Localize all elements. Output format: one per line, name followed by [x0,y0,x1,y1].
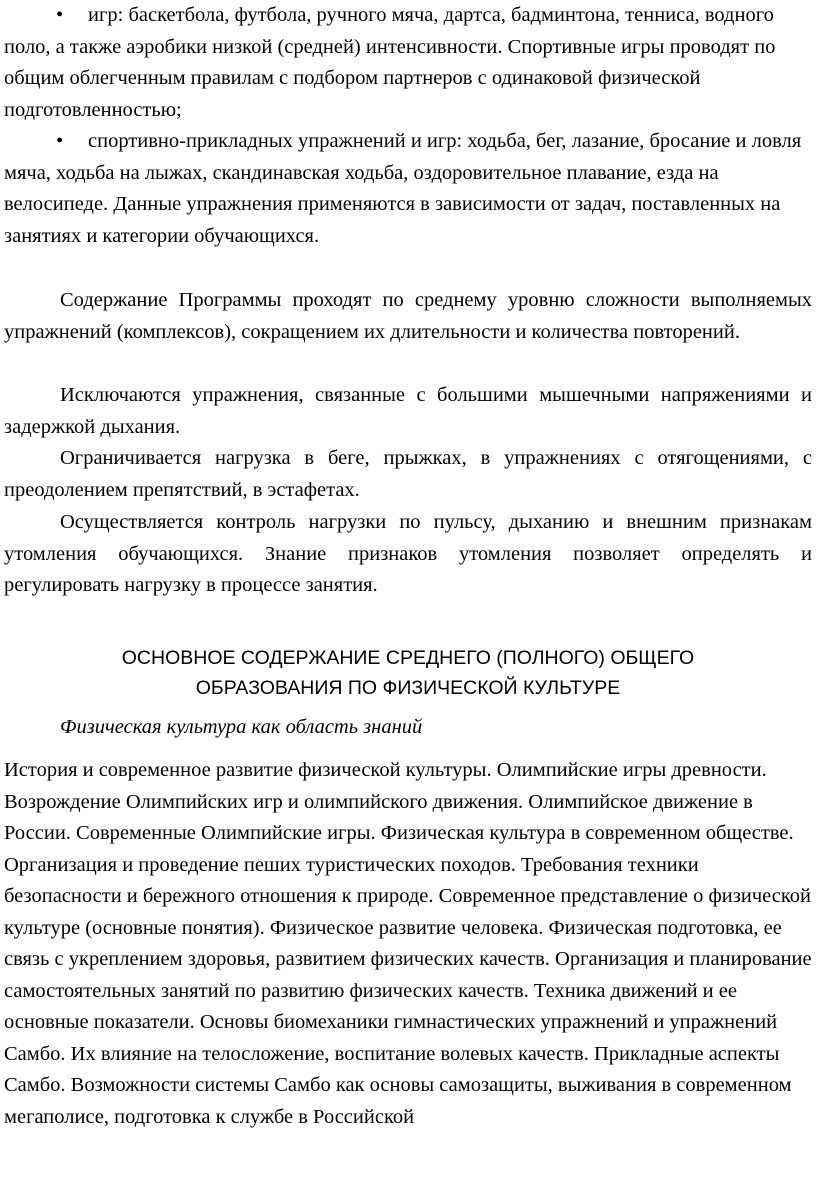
paragraph-text: Содержание Программы проходят по среднему уровню сложности выполняемых упражнений (комплексов), сокращением их длительности и количества повторений. [4,289,812,343]
paragraph-text: Ограничивается нагрузка в беге, прыжках, в упражнениях с отягощениями, с преодолением препятствий, в эстафетах. [4,447,812,501]
bullet-item-games [4,0,812,126]
section-heading-line-1: ОСНОВНОЕ СОДЕРЖАНИЕ СРЕДНЕГО (ПОЛНОГО) ОБЩЕГО [121,647,695,669]
paragraph-program-content [4,285,812,348]
bullet-item-text: спортивно-прикладных упражнений и игр: ходьба, бег, лазание, бросание и ловля мяча, ходьба на лыжах, скандинавская ходьба, оздоровительное плавание, езда на велосипеде. Данные упражнения применяются в зависимости от задач, поставленных на занятиях и категории обучающихся. [4,130,802,247]
bullet-item-text: игр: баскетбола, футбола, ручного мяча, дартса, бадминтона, тенниса, водного поло, а также аэробики низкой (средней) интенсивности. Спортивные игры проводят по общим облегченным правилам с подбором партнеров с одинаковой физической подготовленностью; [4,4,776,121]
subsection-heading: Физическая культура как область знаний [60,716,423,738]
paragraph-load-limits [4,443,812,506]
paragraph-text: Исключаются упражнения, связанные с большими мышечными напряжениями и задержкой дыхания. [4,384,812,438]
section-heading [0,643,816,703]
body-text: История и современное развитие физической культуры. Олимпийские игры древности. Возрождение Олимпийских игр и олимпийского движения. Олимпийское движение в России. Современные Олимпийские игры. Физическая культура в современном обществе. Организация и проведение пеших туристических походов. Требования техники безопасности и бережного отношения к природе. Современное представление о физической культуре (основные понятия). Физическое развитие человека. Физическая подготовка, ее связь с укреплением здоровья, развитием физических качеств. Организация и планирование самостоятельных занятий по развитию физических качеств. Техника движений и ее основные показатели. Основы биомеханики гимнастических упражнений и упражнений Самбо. Их влияние на телосложение, воспитание волевых качеств. Прикладные аспекты Самбо. Возможности системы Самбо как основы самозащиты, выживания в современном мегаполисе, подготовка к службе в Российской [4,759,812,1128]
section-heading-line-2: ОБРАЗОВАНИЯ ПО ФИЗИЧЕСКОЙ КУЛЬТУРЕ [195,677,621,699]
paragraph-text: Осуществляется контроль нагрузки по пульсу, дыханию и внешним признакам утомления обучающихся. Знание признаков утомления позволяет определять и регулировать нагрузку в процессе занятия. [4,511,812,596]
paragraph-excluded-exercises [4,380,812,443]
bullet-icon: • [56,4,64,26]
paragraph-load-control [4,507,812,602]
bullet-icon: • [56,130,64,152]
bullet-item-applied-exercises [4,126,812,252]
